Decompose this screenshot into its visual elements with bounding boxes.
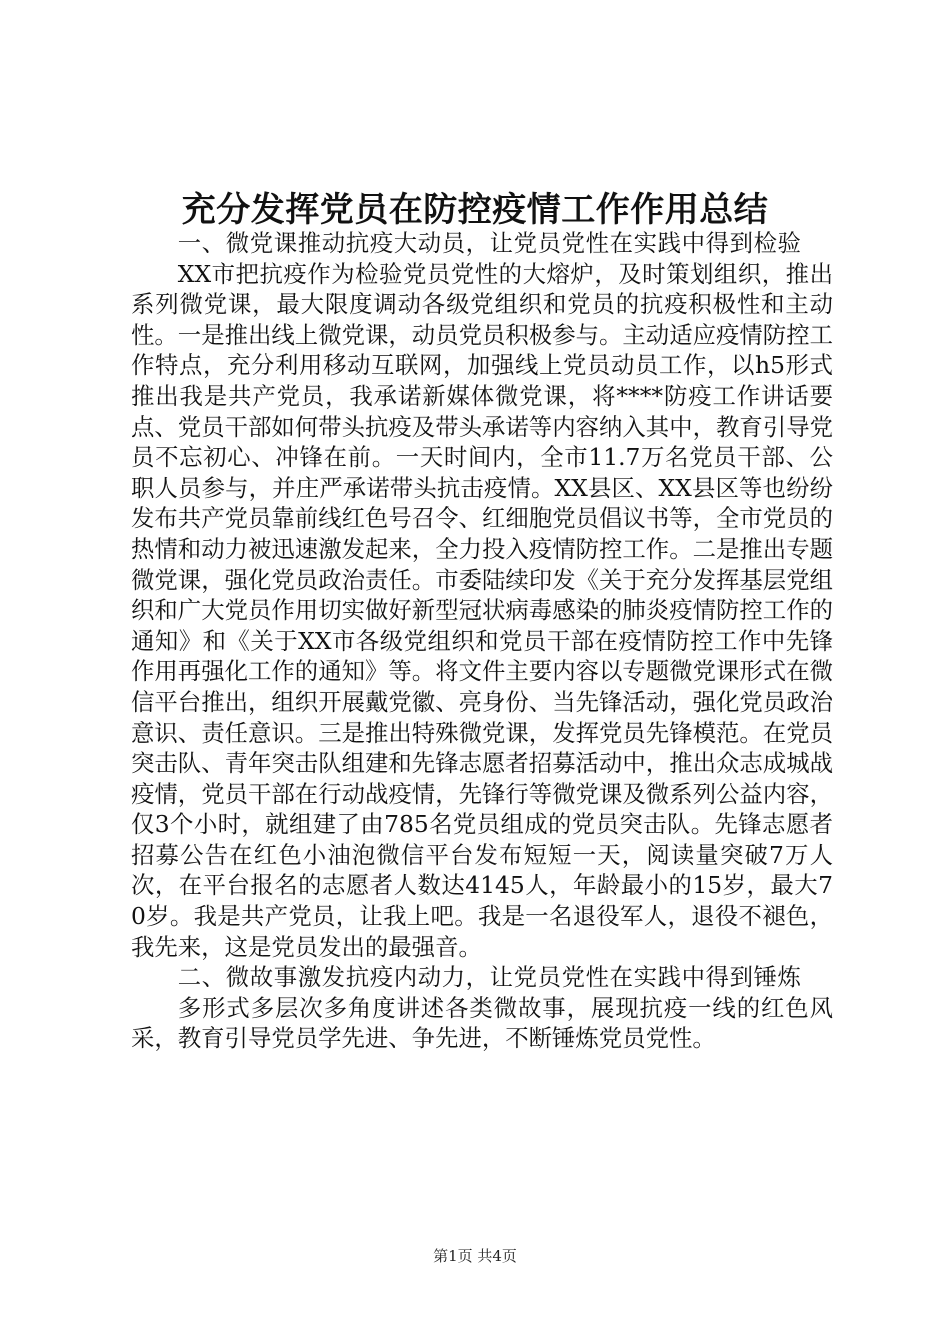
section-heading-2: 二、微故事激发抗疫内动力，让党员党性在实践中得到锤炼 (177, 963, 802, 992)
paragraph-1: XX市把抗疫作为检验党员党性的大熔炉，及时策划组织，推出系列微党课，最大限度调动各级党组织和党员的抗疫积极性和主动性。一是推出线上微党课，动员党员积极参与。主动适应疫情防控工作特点，充分利用移动互联网，加强线上党员动员工作，以h5形式推出我是共产党员，我承诺新媒体微党课，将****防疫工作讲话要点、党员干部如何带头抗疫及带头承诺等内容纳入其中，教育引导党员不忘初心、冲锋在前。一天时间内，全市11.7万名党员干部、公职人员参与，并庄严承诺带头抗击疫情。XX县区、XX县区等也纷纷发布共产党员靠前线红色号召令、红细胞党员倡议书等，全市党员的热情和动力被迅速激发起来，全力投入疫情防控工作。二是推出专题微党课，强化党员政治责任。市委陆续印发《关于充分发挥基层党组织和广大党员作用切实做好新型冠状病毒感染的肺炎疫情防控工作的通知》和《关于XX市各级党组织和党员干部在疫情防控工作中先锋作用再强化工作的通知》等。将文件主要内容以专题微党课形式在微信平台推出，组织开展戴党徽、亮身份、当先锋活动，强化党员政治意识、责任意识。三是推出特殊微党课，发挥党员先锋模范。在党员突击队、青年突击队组建和先锋志愿者招募活动中，推出众志成城战疫情，党员干部在行动战疫情，先锋行等微党课及微系列公益内容，仅3个小时，就组建了由785名党员组成的党员突击队。先锋志愿者招募公告在红色小油泡微信平台发布短短一天，阅读量突破7万人次，在平台报名的志愿者人数达4145人，年龄最小的15岁，最大70岁。我是共产党员，让我上吧。我是一名退役军人，退役不褪色，我先来，这是党员发出的最强音。 (131, 259, 833, 961)
document-title: 充分发挥党员在防控疫情工作作用总结 (181, 190, 769, 230)
section-heading-1: 一、微党课推动抗疫大动员，让党员党性在实践中得到检验 (177, 229, 802, 257)
paragraph-2: 多形式多层次多角度讲述各类微故事，展现抗疫一线的红色风采，教育引导党员学先进、争先进，不断锤炼党员党性。 (131, 993, 833, 1053)
page-footer: 第1页 共4页 (433, 1247, 517, 1265)
document-body (131, 228, 833, 1054)
